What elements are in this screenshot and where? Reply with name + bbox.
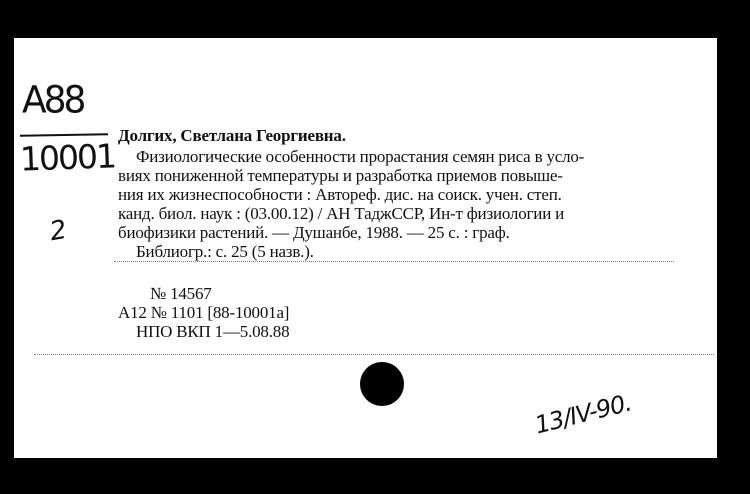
catalog-card [14,38,717,458]
handwritten-mark: 2 [47,214,70,248]
handwritten-shelf-code: A88 [22,78,84,123]
description-line-1: Физиологические особенности прорастания семян риса в усло- [136,147,585,166]
card-punch-hole [360,362,404,406]
description-line-4: канд. биол. наук : (03.00.12) / АН ТаджССР, Ин-т физиологии и [118,204,565,223]
registry-number: № 14567 [150,284,212,303]
bibliography-note: Библиогр.: с. 25 (5 назв.). [136,242,314,261]
author-heading: Долгих, Светлана Георгиевна. [118,126,346,145]
description-line-5: биофизики растений. — Душанбе, 1988. — 25 с. : граф. [118,223,510,242]
registry-org-date: НПО ВКП 1—5.08.88 [136,322,290,341]
registry-index: А12 № 1101 [88-10001а] [118,303,290,322]
dotted-line-1 [114,261,674,262]
handwritten-number: 10001 [19,136,116,179]
description-line-3: ния их жизнеспособности : Автореф. дис. на соиск. учен. степ. [118,185,562,204]
description-line-2: виях пониженной температуры и разработка приемов повыше- [118,166,563,185]
handwritten-date: 13/IV-90. [532,388,634,440]
dotted-line-2 [34,354,714,355]
